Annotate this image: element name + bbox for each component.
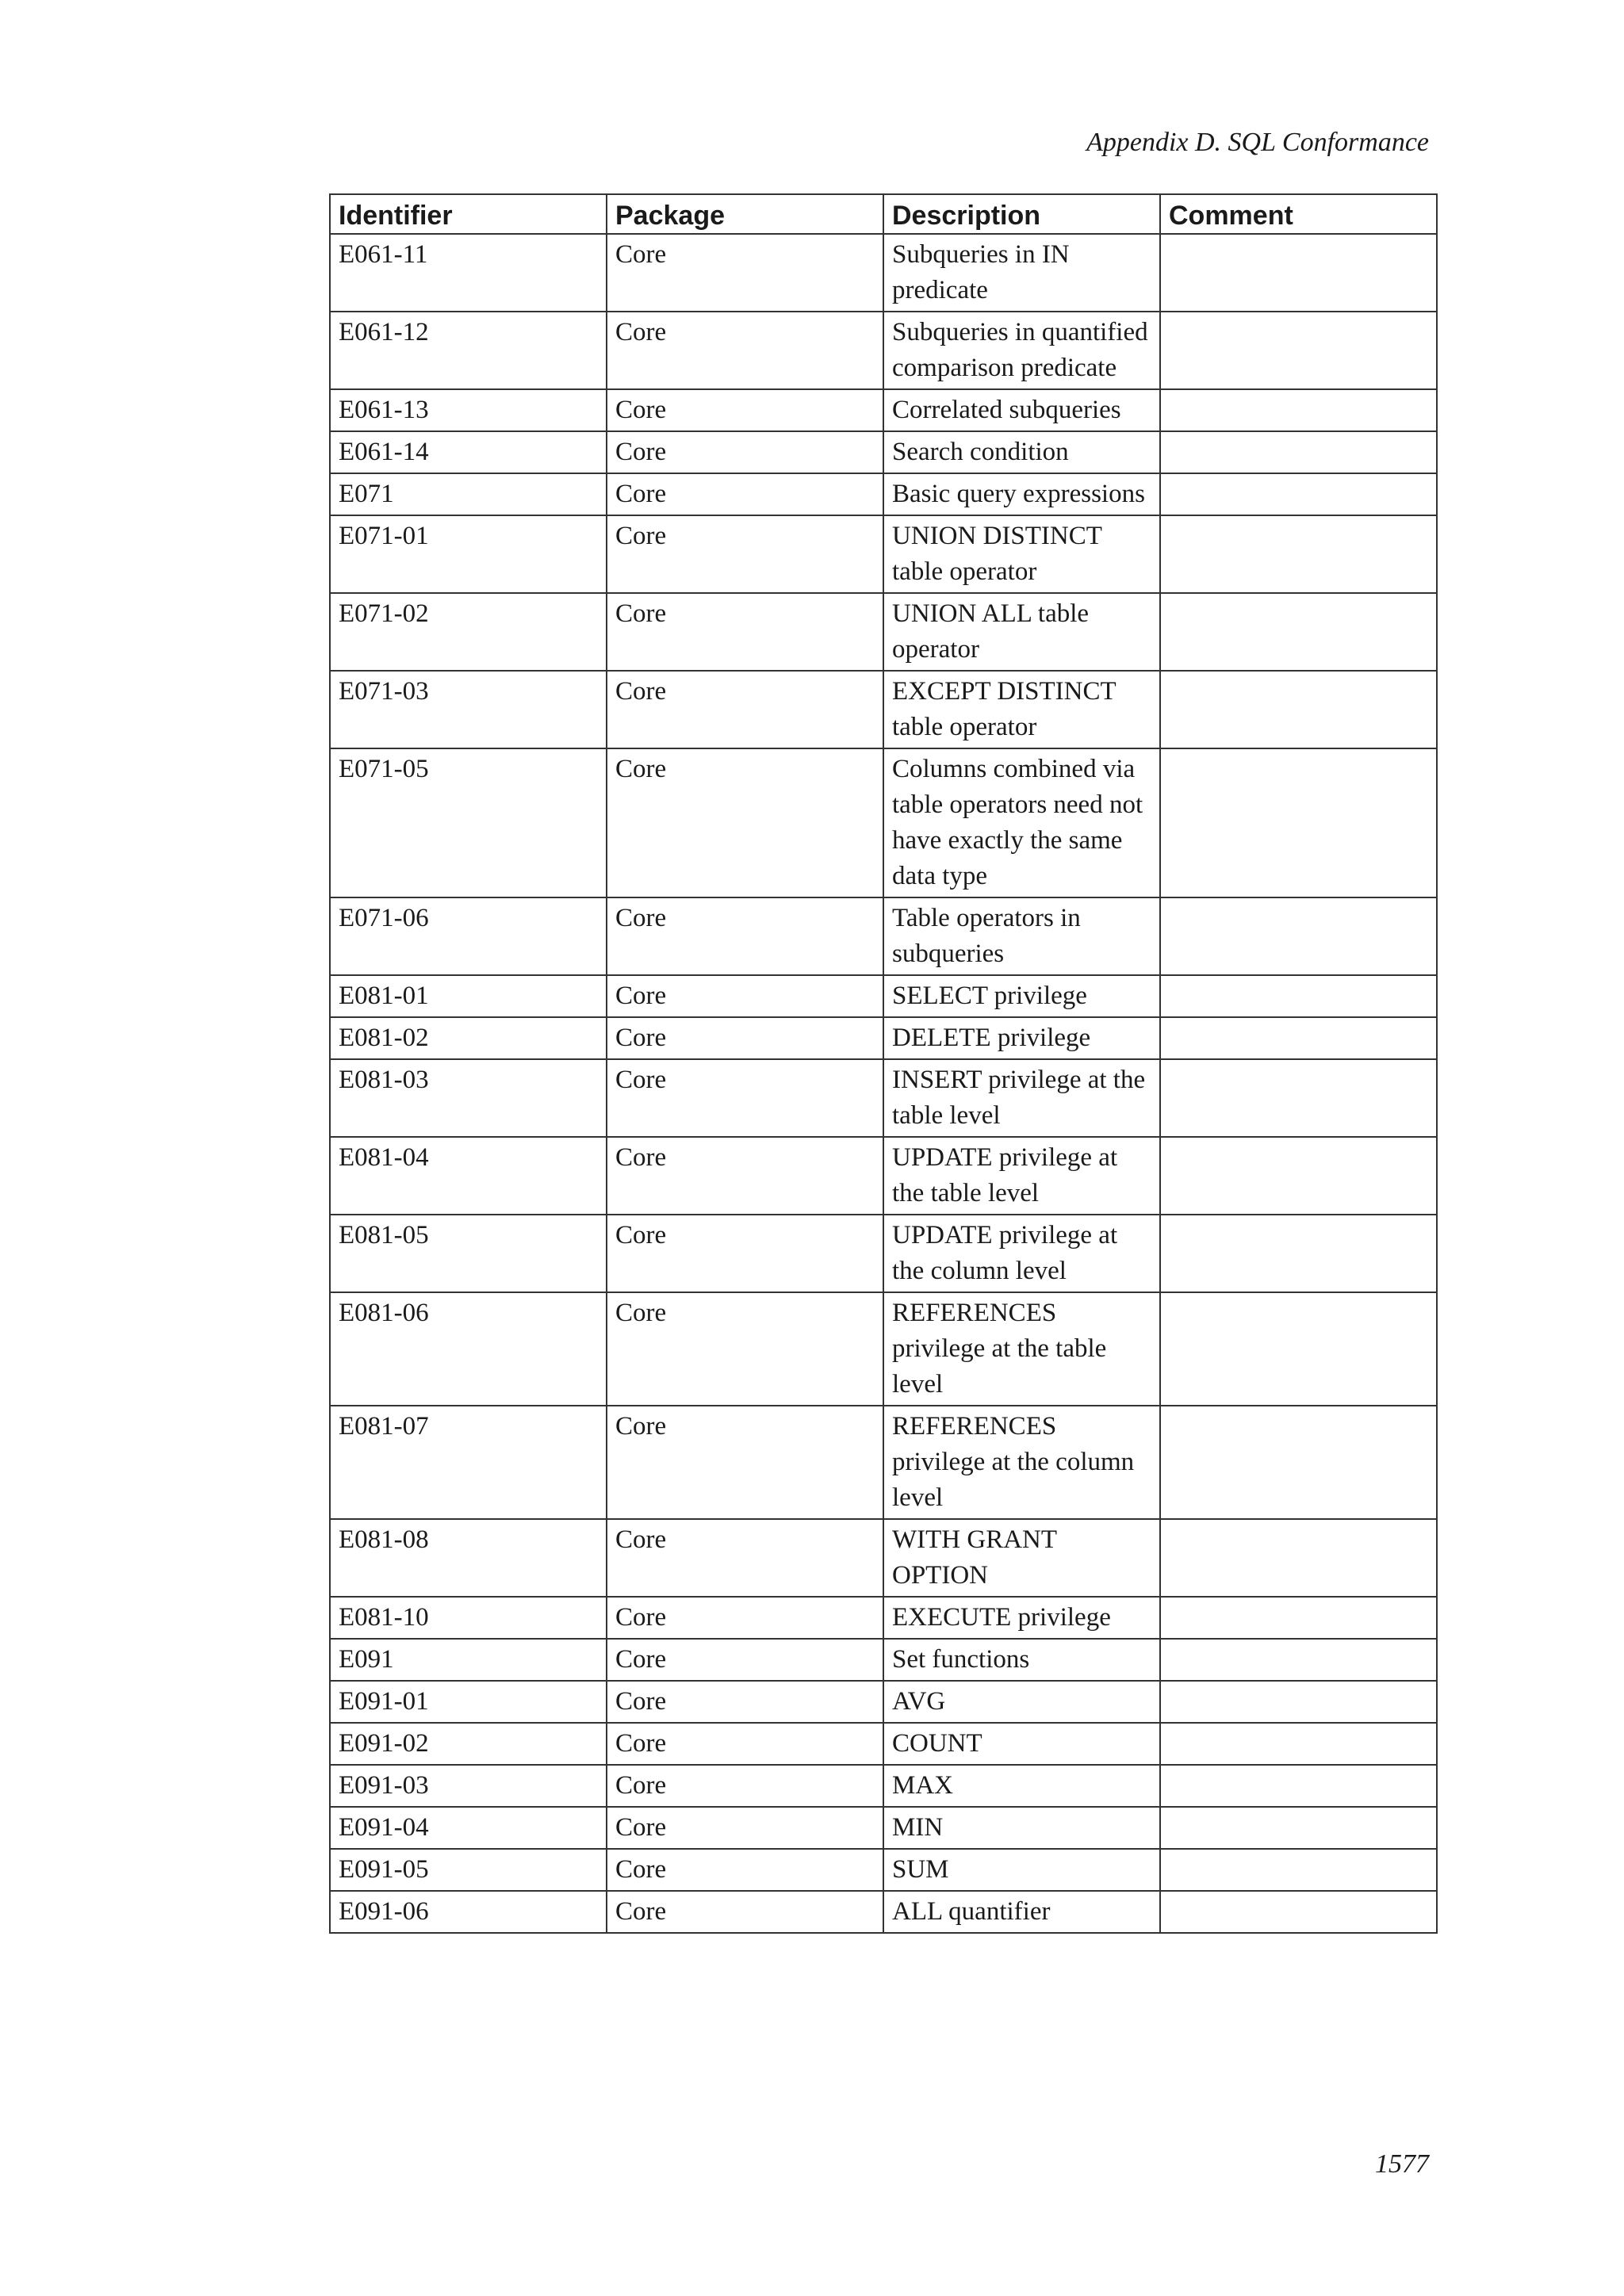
table-row <box>330 1519 1437 1597</box>
cell-description: UNION ALL table operator <box>883 593 1160 671</box>
cell-comment <box>1160 748 1437 897</box>
cell-description: Subqueries in quantified comparison predicate <box>883 312 1160 389</box>
cell-comment <box>1160 473 1437 515</box>
cell-package: Core <box>607 1891 883 1933</box>
cell-identifier: E071-03 <box>330 671 607 748</box>
cell-comment <box>1160 1406 1437 1519</box>
cell-comment <box>1160 1765 1437 1807</box>
cell-description: SELECT privilege <box>883 975 1160 1017</box>
cell-comment <box>1160 1059 1437 1137</box>
cell-package: Core <box>607 1597 883 1639</box>
header-row <box>330 194 1437 234</box>
cell-package: Core <box>607 1017 883 1059</box>
cell-identifier: E061-14 <box>330 431 607 473</box>
cell-comment <box>1160 1849 1437 1891</box>
table-row <box>330 1406 1437 1519</box>
cell-description: Search condition <box>883 431 1160 473</box>
cell-identifier: E081-10 <box>330 1597 607 1639</box>
cell-identifier: E061-12 <box>330 312 607 389</box>
cell-identifier: E081-07 <box>330 1406 607 1519</box>
cell-comment <box>1160 1215 1437 1292</box>
cell-identifier: E081-04 <box>330 1137 607 1215</box>
table-row <box>330 1765 1437 1807</box>
cell-description: Columns combined via table operators need not have exactly the same data type <box>883 748 1160 897</box>
cell-comment <box>1160 671 1437 748</box>
table-row <box>330 593 1437 671</box>
column-header-comment: Comment <box>1160 194 1437 234</box>
cell-description: UPDATE privilege at the table level <box>883 1137 1160 1215</box>
cell-identifier: E071-01 <box>330 515 607 593</box>
cell-comment <box>1160 1017 1437 1059</box>
cell-description: EXCEPT DISTINCT table operator <box>883 671 1160 748</box>
cell-package: Core <box>607 897 883 975</box>
cell-comment <box>1160 234 1437 312</box>
cell-package: Core <box>607 312 883 389</box>
table-row <box>330 389 1437 431</box>
cell-description: REFERENCES privilege at the column level <box>883 1406 1160 1519</box>
table-row <box>330 1597 1437 1639</box>
cell-description: Correlated subqueries <box>883 389 1160 431</box>
cell-package: Core <box>607 593 883 671</box>
conformance-table <box>329 193 1438 1934</box>
cell-description: EXECUTE privilege <box>883 1597 1160 1639</box>
cell-description: Set functions <box>883 1639 1160 1681</box>
cell-identifier: E071-06 <box>330 897 607 975</box>
cell-comment <box>1160 1519 1437 1597</box>
cell-package: Core <box>607 431 883 473</box>
table-header <box>330 194 1437 234</box>
cell-package: Core <box>607 1765 883 1807</box>
table-row <box>330 1681 1437 1723</box>
cell-comment <box>1160 975 1437 1017</box>
cell-identifier: E091 <box>330 1639 607 1681</box>
cell-comment <box>1160 389 1437 431</box>
cell-package: Core <box>607 671 883 748</box>
cell-package: Core <box>607 1723 883 1765</box>
cell-identifier: E081-05 <box>330 1215 607 1292</box>
cell-comment <box>1160 1597 1437 1639</box>
cell-description: MIN <box>883 1807 1160 1849</box>
cell-identifier: E081-01 <box>330 975 607 1017</box>
cell-package: Core <box>607 1849 883 1891</box>
cell-comment <box>1160 897 1437 975</box>
table-row <box>330 897 1437 975</box>
cell-package: Core <box>607 1059 883 1137</box>
table-row <box>330 312 1437 389</box>
cell-description: INSERT privilege at the table level <box>883 1059 1160 1137</box>
table-row <box>330 1017 1437 1059</box>
cell-package: Core <box>607 515 883 593</box>
table-row <box>330 473 1437 515</box>
table-row <box>330 515 1437 593</box>
table-row <box>330 671 1437 748</box>
cell-description: AVG <box>883 1681 1160 1723</box>
table-row <box>330 1849 1437 1891</box>
cell-description: WITH GRANT OPTION <box>883 1519 1160 1597</box>
cell-comment <box>1160 1137 1437 1215</box>
cell-comment <box>1160 1723 1437 1765</box>
column-header-package: Package <box>607 194 883 234</box>
table-row <box>330 234 1437 312</box>
running-header: Appendix D. SQL Conformance <box>1086 128 1429 157</box>
cell-identifier: E081-02 <box>330 1017 607 1059</box>
cell-comment <box>1160 593 1437 671</box>
table-row <box>330 1215 1437 1292</box>
cell-comment <box>1160 1292 1437 1406</box>
cell-identifier: E091-03 <box>330 1765 607 1807</box>
cell-package: Core <box>607 1639 883 1681</box>
cell-identifier: E091-06 <box>330 1891 607 1933</box>
table-row <box>330 431 1437 473</box>
table-row <box>330 1639 1437 1681</box>
cell-package: Core <box>607 748 883 897</box>
cell-identifier: E071-02 <box>330 593 607 671</box>
cell-comment <box>1160 515 1437 593</box>
cell-package: Core <box>607 1681 883 1723</box>
column-header-identifier: Identifier <box>330 194 607 234</box>
cell-identifier: E061-13 <box>330 389 607 431</box>
cell-description: DELETE privilege <box>883 1017 1160 1059</box>
table-row <box>330 1137 1437 1215</box>
cell-identifier: E091-02 <box>330 1723 607 1765</box>
table-row <box>330 748 1437 897</box>
cell-package: Core <box>607 234 883 312</box>
cell-description: COUNT <box>883 1723 1160 1765</box>
cell-package: Core <box>607 1215 883 1292</box>
cell-comment <box>1160 1807 1437 1849</box>
table-row <box>330 1059 1437 1137</box>
cell-description: MAX <box>883 1765 1160 1807</box>
cell-comment <box>1160 1891 1437 1933</box>
cell-identifier: E061-11 <box>330 234 607 312</box>
cell-description: UNION DISTINCT table operator <box>883 515 1160 593</box>
cell-comment <box>1160 431 1437 473</box>
cell-description: REFERENCES privilege at the table level <box>883 1292 1160 1406</box>
cell-identifier: E071-05 <box>330 748 607 897</box>
table-body <box>330 234 1437 1933</box>
cell-description: SUM <box>883 1849 1160 1891</box>
cell-identifier: E081-03 <box>330 1059 607 1137</box>
cell-comment <box>1160 1681 1437 1723</box>
cell-package: Core <box>607 1137 883 1215</box>
cell-description: Basic query expressions <box>883 473 1160 515</box>
table-row <box>330 1723 1437 1765</box>
cell-package: Core <box>607 975 883 1017</box>
cell-description: Subqueries in IN predicate <box>883 234 1160 312</box>
cell-package: Core <box>607 473 883 515</box>
cell-package: Core <box>607 1519 883 1597</box>
cell-package: Core <box>607 1807 883 1849</box>
table-row <box>330 1891 1437 1933</box>
cell-description: Table operators in subqueries <box>883 897 1160 975</box>
cell-package: Core <box>607 1292 883 1406</box>
cell-package: Core <box>607 389 883 431</box>
cell-identifier: E091-04 <box>330 1807 607 1849</box>
cell-identifier: E091-01 <box>330 1681 607 1723</box>
cell-description: ALL quantifier <box>883 1891 1160 1933</box>
cell-identifier: E071 <box>330 473 607 515</box>
cell-identifier: E081-06 <box>330 1292 607 1406</box>
column-header-description: Description <box>883 194 1160 234</box>
cell-comment <box>1160 312 1437 389</box>
cell-comment <box>1160 1639 1437 1681</box>
cell-description: UPDATE privilege at the column level <box>883 1215 1160 1292</box>
cell-identifier: E091-05 <box>330 1849 607 1891</box>
table-row <box>330 1292 1437 1406</box>
cell-identifier: E081-08 <box>330 1519 607 1597</box>
table-row <box>330 975 1437 1017</box>
table-row <box>330 1807 1437 1849</box>
cell-package: Core <box>607 1406 883 1519</box>
page-number: 1577 <box>1375 2149 1429 2179</box>
